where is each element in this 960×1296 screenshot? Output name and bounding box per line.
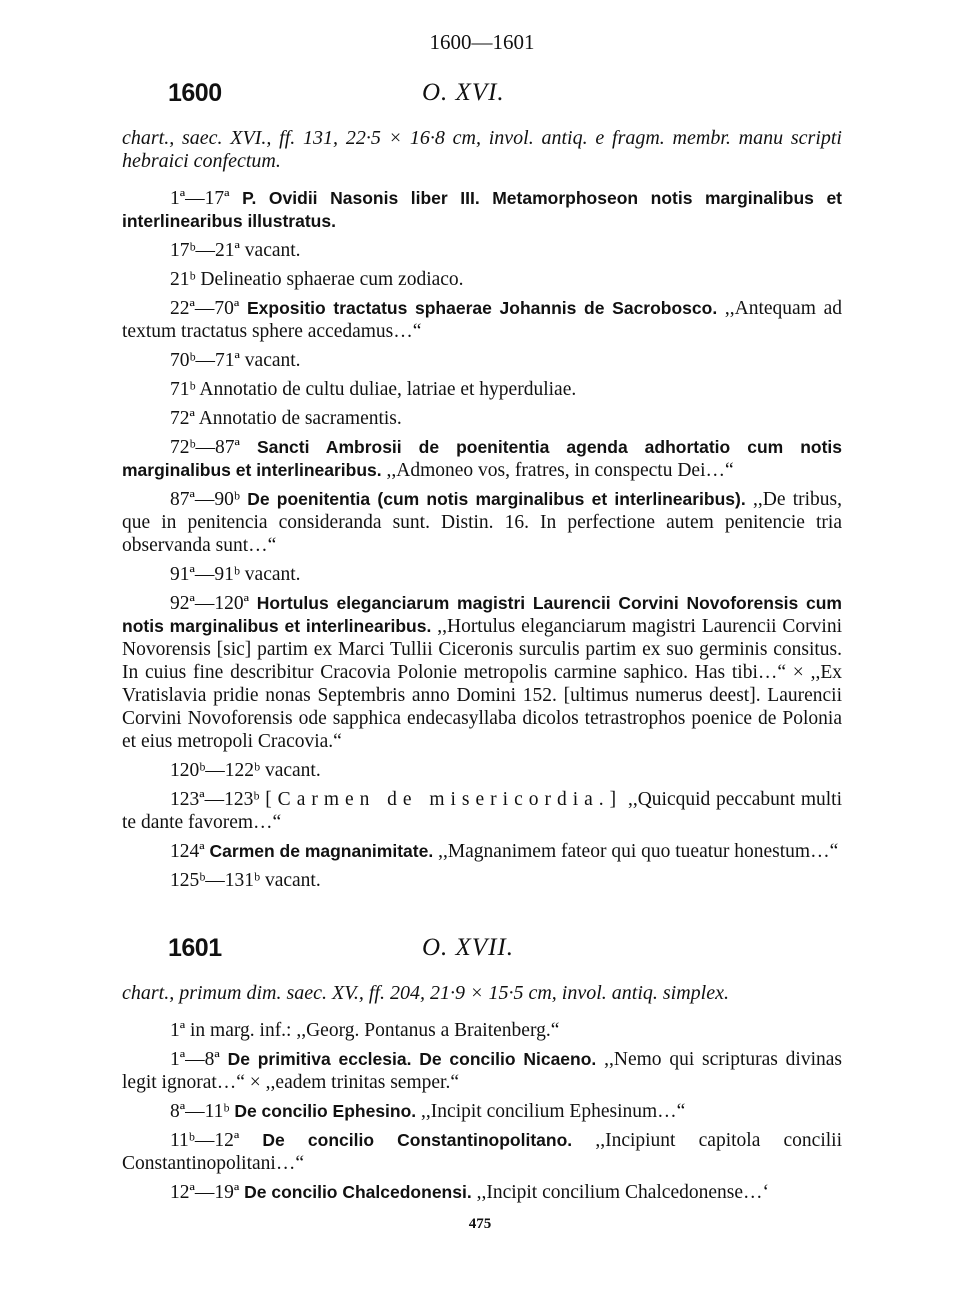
content-item [122,759,842,782]
content-item [122,592,842,753]
content-item [122,1019,842,1042]
folio-ref: 124ª [170,841,205,862]
content-item [122,297,842,343]
item-text: ,,De tribus, que in penitencia consideranda sunt. Distin. 16. In perfectione autem penitencie tria observanda sunt…“ [122,489,843,556]
folio-ref: 125ᵇ—131ᵇ [170,870,261,891]
folio-ref: 123ª—123ᵇ [170,789,260,810]
item-title: De concilio Constantinopolitano. [262,1130,573,1150]
content-item [122,1048,842,1094]
item-text: ,,Nemo qui scripturas divinas legit ignorat…“ × ,,eadem trinitas semper.“ [122,1049,842,1093]
item-text: ,,Incipiunt capitola concilii Constantinopolitani…“ [122,1130,843,1174]
content-item [122,869,842,892]
item-text: ,,Admoneo vos, fratres, in conspectu Dei…“ [386,460,734,481]
folio-ref: 92ª—120ª [170,593,250,614]
entry-description: chart., saec. XVI., ff. 131, 22·5 × 16·8 cm, invol. antiq. e fragm. membr. manu scripti hebraici confectum. [122,127,842,172]
entry-1601-items [122,1019,842,1204]
content-item [122,268,842,291]
folio-ref: 70ᵇ—71ª [170,350,240,371]
content-item [122,488,842,557]
item-text: Delineatio sphaerae cum zodiaco. [200,269,464,290]
page-content [122,30,842,1204]
content-item [122,378,842,401]
item-text: ,,Magnanimem fateor qui quo tueatur honestum…“ [438,841,839,862]
item-text: Annotatio de cultu duliae, latriae et hyperduliae. [199,379,577,400]
item-text: ,,Quicquid peccabunt multi te dante favorem…“ [122,789,842,833]
content-item [122,407,842,430]
content-item [122,436,842,482]
item-text: vacant. [244,240,301,261]
content-item [122,1129,842,1175]
folio-ref: 72ª [170,408,195,429]
item-title: Hortulus eleganciarum magistri Laurencii Corvini Novoforensis cum notis marginalibus et interlinearibus. [122,593,842,636]
folio-ref: 87ª—90ᵇ [170,489,240,510]
folio-ref: 21ᵇ [170,269,196,290]
entry-number: 1600 [168,79,222,107]
item-text: ,,Antequam ad textum tractatus sphere accedamus…“ [122,298,842,342]
item-title: Carmen de magnanimitate. [209,841,434,861]
item-title: De concilio Ephesino. [234,1101,417,1121]
content-item [122,1100,842,1123]
entry-1600-items [122,187,842,892]
item-title: De poenitentia (cum notis marginalibus et interlinearibus). [247,489,746,509]
folio-ref: 72ᵇ—87ª [170,437,240,458]
page-number: 475 [468,1216,492,1232]
content-item [122,1181,842,1204]
item-text: Annotatio de sacramentis. [198,408,402,429]
item-text: vacant. [264,870,321,891]
item-text: vacant. [244,564,301,585]
folio-ref: 1ª [170,1020,186,1041]
item-text: ,,Incipit concilium Chalcedonense…‘ [476,1182,769,1203]
entry-description: chart., primum dim. saec. XV., ff. 204, 21·9 × 15·5 cm, invol. antiq. simplex. [122,982,729,1004]
item-text: ,,Hortulus eleganciarum magistri Laurencii Corvini Novorensis [sic] partim ex Marci Tullii Ciceronis surculis partim ex suo germinis consitus. In cuius fine describitur Cracovia Polonie metropolis carmine saphico. Has tibi…“ × ,,Ex Vratislavia pridie nonas Septembris anno Domini 152. [ultimus numerus deest]. Laurencii Corvini Novoforensis ode sapphica endecasyllaba dicolos tetrastrophos poenice de Polonia et eius metropoli Cracovia.“ [122,616,842,752]
item-text: in marg. inf.: ,,Georg. Pontanus a Braitenberg.“ [190,1020,560,1041]
entry-number: 1601 [168,934,222,962]
item-title: Expositio tractatus sphaerae Johannis de Sacrobosco. [246,298,718,318]
folio-ref: 11ᵇ—12ª [170,1130,240,1151]
folio-ref: 91ª—91ᵇ [170,564,240,585]
item-title: De primitiva ecclesia. De concilio Nicaeno. [227,1049,597,1069]
item-spaced-title: [Carmen de misericordia.] [265,789,623,810]
content-item [122,788,842,834]
content-item [122,239,842,262]
item-text: vacant. [264,760,321,781]
folio-ref: 17ᵇ—21ª [170,240,240,261]
item-text: ,,Incipit concilium Ephesinum…“ [421,1101,686,1122]
folio-ref: 1ª—8ª [170,1049,220,1070]
folio-ref: 12ª—19ª [170,1182,240,1203]
content-item [122,187,842,233]
folio-ref: 8ª—11ᵇ [170,1101,230,1122]
item-text: vacant. [244,350,301,371]
folio-ref: 1ª—17ª [170,188,230,209]
entry-1600-header [122,79,842,119]
item-title: Sancti Ambrosii de poenitentia agenda adhortatio cum notis marginalibus et interlinearibus. [122,437,843,480]
content-item [122,563,842,586]
entry-signature: O. XVII. [422,934,514,961]
entry-1601-header [122,934,842,974]
running-head: 1600—1601 [429,30,535,54]
content-item [122,840,842,863]
item-title: P. Ovidii Nasonis liber III. Metamorphoseon notis marginalibus et interlinearibus illustratus. [122,188,843,231]
folio-ref: 71ᵇ [170,379,196,400]
item-title: De concilio Chalcedonensi. [244,1182,472,1202]
folio-ref: 22ª—70ª [170,298,240,319]
folio-ref: 120ᵇ—122ᵇ [170,760,261,781]
content-item [122,349,842,372]
entry-signature: O. XVI. [422,79,505,106]
